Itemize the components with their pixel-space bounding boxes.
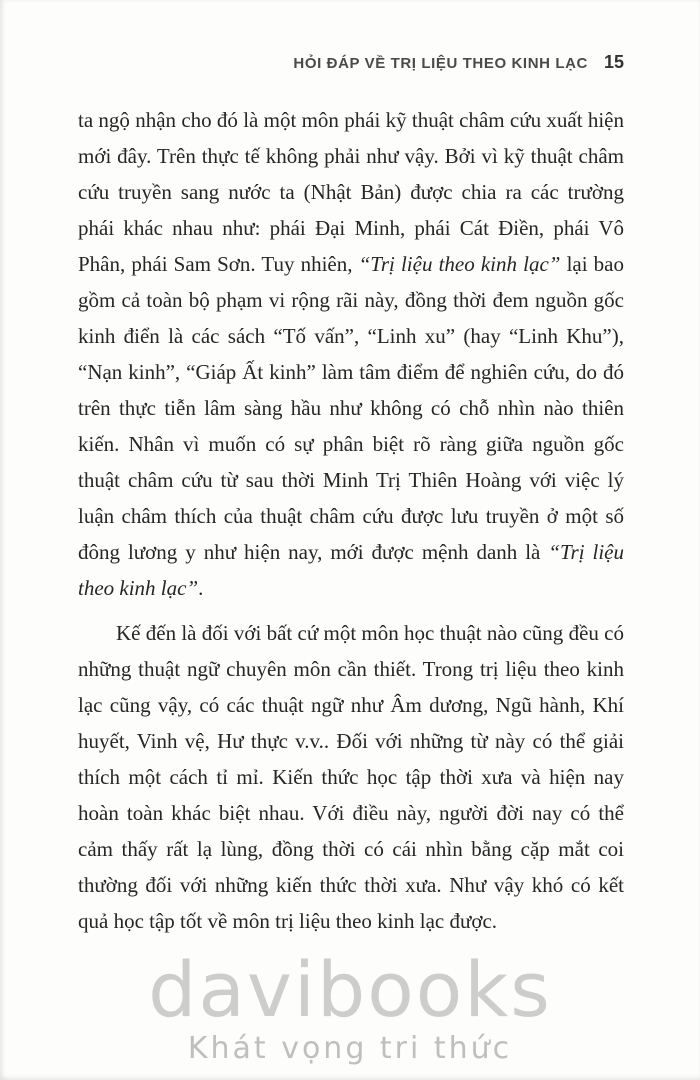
watermark (0, 945, 700, 1066)
italic-run: “Trị liệu theo kinh lạc” (78, 540, 624, 600)
text-run: lại bao gồm cả toàn bộ phạm vi rộng rãi này, đồng thời đem nguồn gốc kinh điển là các sách “Tố vấn”, “Linh xu” (hay “Linh Khu”), “Nạn kinh”, “Giáp Ất kinh” làm tâm điểm để nghiên cứu, do đó trên thực tiễn lâm sàng hầu như không có chỗ nhìn nào thiên kiến. Nhân vì muốn có sự phân biệt rõ ràng giữa nguồn gốc thuật châm cứu từ sau thời Minh Trị Thiên Hoàng với việc lý luận châm thích của thuật châm cứu được lưu truyền ở một số đông lương y như hiện nay, mới được mệnh danh là (78, 252, 625, 564)
body-text (78, 102, 624, 948)
text-run: ta ngộ nhận cho đó là một môn phái kỹ thuật châm cứu xuất hiện mới đây. Trên thực tế không phải như vậy. Bởi vì kỹ thuật châm cứu truyền sang nước ta (Nhật Bản) được chia ra các trường phái khác nhau như: phái Đại Minh, phái Cát Điền, phái Vô Phân, phái Sam Sơn. Tuy nhiên, (78, 108, 624, 276)
text-run: Kế đến là đối với bất cứ một môn học thuật nào cũng đều có những thuật ngữ chuyên môn cần thiết. Trong trị liệu theo kinh lạc cũng vậy, có các thuật ngữ như Âm dương, Ngũ hành, Khí huyết, Vinh vệ, Hư thực v.v.. Đối với những từ này có thể giải thích một cách tỉ mỉ. Kiến thức học tập thời xưa và hiện nay hoàn toàn khác biệt nhau. Với điều này, người đời nay có thể cảm thấy rất lạ lùng, đồng thời có cái nhìn bằng cặp mắt coi thường đối với những kiến thức thời xưa. Như vậy khó có kết quả học tập tốt về môn trị liệu theo kinh lạc được. (78, 621, 624, 933)
paragraph (78, 615, 624, 939)
running-title: HỎI ĐÁP VỀ TRỊ LIỆU THEO KINH LẠC (293, 55, 588, 72)
watermark-brand: davibooks (148, 945, 552, 1034)
italic-run: “Trị liệu theo kinh lạc” (358, 252, 561, 276)
paragraph (78, 102, 624, 606)
watermark-tagline: Khát vọng tri thức (187, 1031, 513, 1066)
page-header (78, 52, 624, 73)
text-run: . (198, 576, 204, 600)
page-number: 15 (603, 52, 624, 72)
